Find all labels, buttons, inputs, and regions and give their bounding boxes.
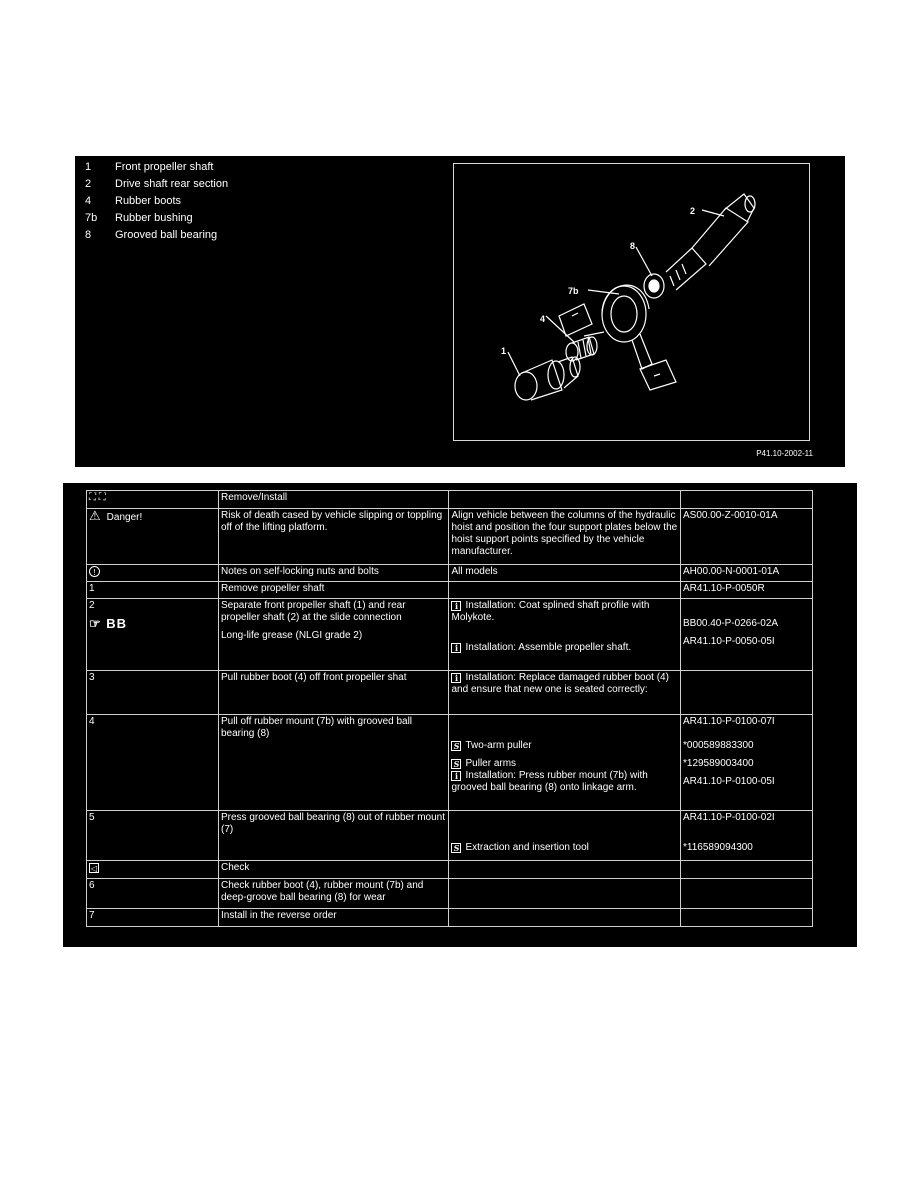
header-empty-cell	[680, 491, 812, 509]
exploded-view-illustration	[453, 163, 810, 441]
table-row-notes	[87, 565, 813, 582]
step-note-cell	[449, 879, 681, 909]
figure-reference-code: P41.10-2002-11	[756, 449, 813, 458]
step-note-cell: i Installation: Coat splined shaft profile with Molykote. i Installation: Assemble propeller shaft.	[449, 599, 681, 671]
step-number-cell: 5	[87, 811, 219, 861]
grooved-ball-bearing-shape	[644, 274, 664, 298]
bb-label: BB	[106, 616, 128, 631]
step-ref-cell: AR41.10-P-0100-07I *000589883300 *129589003400 AR41.10-P-0100-05I	[680, 715, 812, 811]
header-icons-cell	[87, 491, 219, 509]
legend-item: 8 Grooved ball bearing	[85, 229, 218, 241]
check-icon: ◁	[90, 863, 98, 873]
step-text-cell: Pull off rubber mount (7b) with grooved ball bearing (8)	[219, 715, 449, 811]
table-header-row	[87, 491, 813, 509]
table-row-check	[87, 861, 813, 879]
propeller-shaft-drawing	[454, 164, 809, 440]
legend-item: 7b Rubber bushing	[85, 212, 193, 224]
danger-risk-cell: Risk of death cased by vehicle slipping or toppling off of the lifting platform.	[219, 509, 449, 565]
front-propeller-shaft-shape	[515, 357, 580, 400]
step-text-cell: Install in the reverse order	[219, 909, 449, 927]
step-number-cell: 1	[87, 582, 219, 599]
rubber-bushing-bracket-shape	[559, 285, 676, 390]
step-text-cell: Separate front propeller shaft (1) and rear propeller shaft (2) at the slide connection Long-life grease (NLGI grade 2)	[219, 599, 449, 671]
callout-1: 1	[501, 346, 507, 356]
info-icon: i	[451, 643, 461, 653]
danger-ref-cell: AS00.00-Z-0010-01A	[680, 509, 812, 565]
header-empty-cell	[449, 491, 681, 509]
notes-text-cell: Notes on self-locking nuts and bolts	[219, 565, 449, 582]
step-text-cell: Pull rubber boot (4) off front propeller shat	[219, 671, 449, 715]
table-row-step-3	[87, 671, 813, 715]
callout-4: 4	[540, 314, 546, 324]
danger-action-cell: Align vehicle between the columns of the hydraulic hoist and position the four support plates below the hoist support points specified by the vehicle manufacturer.	[449, 509, 681, 565]
step-ref-cell: BB00.40-P-0266-02A AR41.10-P-0050-05I	[680, 599, 812, 671]
info-icon: i	[451, 673, 461, 683]
check-empty-cell	[680, 861, 812, 879]
step-number-cell: 7	[87, 909, 219, 927]
table-row-step-6	[87, 879, 813, 909]
check-icon-cell	[87, 861, 219, 879]
step-number-cell: 6	[87, 879, 219, 909]
info-icon: i	[451, 601, 461, 611]
table-row-step-1	[87, 582, 813, 599]
step-note-cell	[449, 582, 681, 599]
notes-icon-cell	[87, 565, 219, 582]
step-text-cell: Remove propeller shaft	[219, 582, 449, 599]
table-row-danger	[87, 509, 813, 565]
notes-ref-cell: AH00.00-N-0001-01A	[680, 565, 812, 582]
callout-7b: 7b	[568, 286, 579, 296]
step-ref-cell: AR41.10-P-0100-02I *116589094300	[680, 811, 812, 861]
special-tool-icon: S	[451, 843, 461, 853]
table-row-step-7	[87, 909, 813, 927]
step-note-cell: S Two-arm puller S Puller arms i Installation: Press rubber mount (7b) with grooved ball bearing (8) onto linkage arm.	[449, 715, 681, 811]
table-row-step-2	[87, 599, 813, 671]
warning-triangle-icon: ⚠	[89, 508, 101, 523]
step-number-cell: 3	[87, 671, 219, 715]
notes-info-icon: !	[89, 566, 100, 577]
figure-panel	[75, 156, 845, 467]
legend-item: 1 Front propeller shaft	[85, 161, 214, 173]
step-number-cell: 2 ☞ BB	[87, 599, 219, 671]
step-note-cell	[449, 909, 681, 927]
special-tool-icon: S	[451, 741, 461, 751]
table-row-step-4	[87, 715, 813, 811]
callout-2: 2	[690, 206, 696, 216]
procedure-panel	[63, 483, 857, 947]
danger-label-cell: ⚠ Danger!	[87, 509, 219, 565]
check-text-cell: Check	[219, 861, 449, 879]
callout-8: 8	[630, 241, 636, 251]
step-ref-cell	[680, 671, 812, 715]
step-ref-cell	[680, 909, 812, 927]
hand-pointer-icon: ☞	[89, 616, 102, 631]
remove-install-icons: ⛶ ⛶	[89, 492, 106, 503]
step-text-cell: Press grooved ball bearing (8) out of rubber mount (7)	[219, 811, 449, 861]
step-ref-cell	[680, 879, 812, 909]
check-empty-cell	[449, 861, 681, 879]
legend-item: 2 Drive shaft rear section	[85, 178, 229, 190]
step-note-cell: i Installation: Replace damaged rubber boot (4) and ensure that new one is seated correctly:	[449, 671, 681, 715]
step-number-cell: 4	[87, 715, 219, 811]
table-row-step-5	[87, 811, 813, 861]
legend-item: 4 Rubber boots	[85, 195, 182, 207]
step-note-cell: S Extraction and insertion tool	[449, 811, 681, 861]
step-text-cell: Check rubber boot (4), rubber mount (7b) and deep-groove ball bearing (8) for wear	[219, 879, 449, 909]
legend-list	[85, 159, 228, 244]
special-tool-icon: S	[451, 759, 461, 769]
drive-shaft-rear-section-shape	[666, 194, 755, 290]
step-ref-cell: AR41.10-P-0050R	[680, 582, 812, 599]
info-icon: i	[451, 771, 461, 781]
procedure-table	[86, 490, 813, 927]
header-title-cell: Remove/Install	[219, 491, 449, 509]
notes-scope-cell: All models	[449, 565, 681, 582]
